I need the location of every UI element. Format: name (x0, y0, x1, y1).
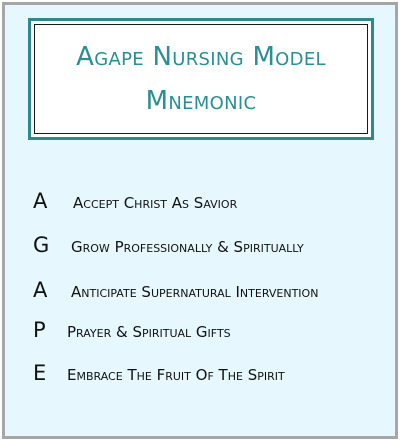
mnemonic-phrase: Accept Christ As Savior (73, 194, 238, 212)
mnemonic-item (5, 188, 395, 216)
title-line-1: Agape Nursing Model (76, 42, 326, 72)
mnemonic-letter: A (33, 278, 48, 302)
mnemonic-letter: E (33, 361, 47, 385)
mnemonic-letter: P (33, 318, 46, 342)
mnemonic-list (5, 5, 395, 436)
mnemonic-item (5, 360, 395, 388)
title-line-2: Mnemonic (145, 86, 257, 116)
mnemonic-phrase: Prayer & Spiritual Gifts (67, 323, 231, 341)
mnemonic-phrase: Anticipate Supernatural Intervention (71, 283, 319, 301)
mnemonic-phrase: Grow Professionally & Spiritually (71, 238, 304, 256)
mnemonic-item (5, 277, 395, 305)
mnemonic-item (5, 232, 395, 260)
mnemonic-phrase: Embrace The Fruit Of The Spirit (67, 366, 285, 384)
mnemonic-letter: A (33, 189, 48, 213)
mnemonic-item (5, 317, 395, 345)
mnemonic-card (2, 2, 398, 439)
mnemonic-letter: G (33, 233, 50, 257)
